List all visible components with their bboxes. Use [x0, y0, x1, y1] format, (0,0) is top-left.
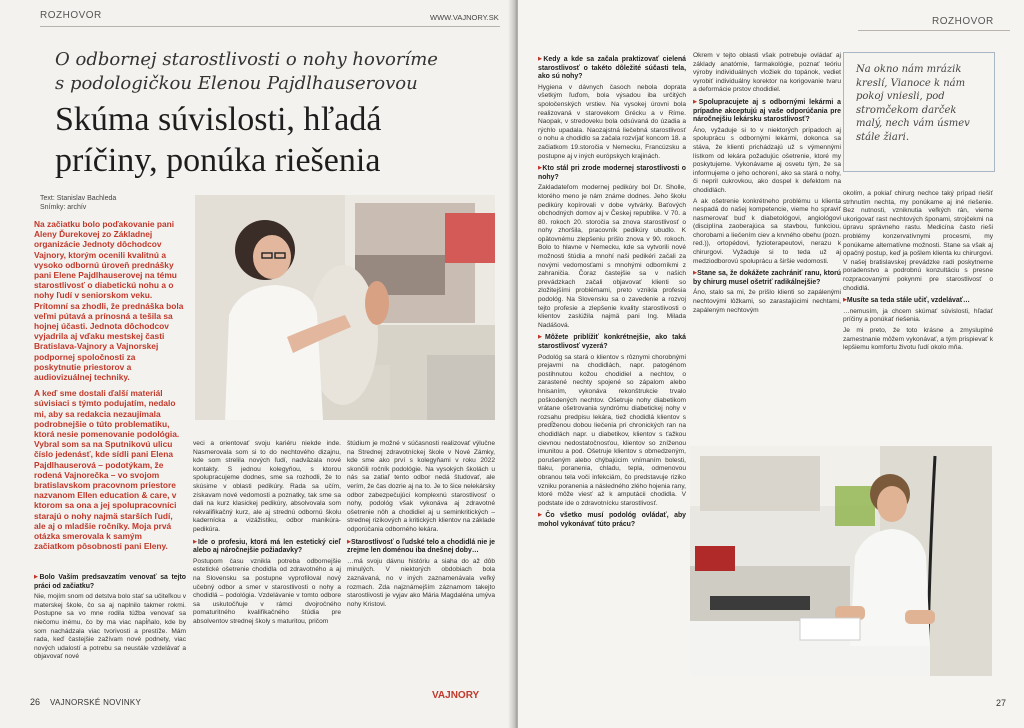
clinic-desk-photo-illustration [690, 446, 992, 676]
answer-paragraph: …má svoju dávnu históriu a siaha do až dôb minulých. V niektorých obdobiach bola zaznávaná, no v iných zaznamenávala veľký rozmach. Zda najznámejším záznamom takejto starostlivosti je vyjav ako Mária Magdaléna umýva nohy Kristovi. [347, 557, 495, 608]
question: ▶ Stane sa, že dokážete zachrániť ranu, ktorú by chirurg musel ošetriť radikálnejšie? [693, 269, 841, 287]
section-label: ROZHOVOR [40, 10, 102, 21]
pull-quote: Na okno nám mrázik kreslí, Vianoce k nám pokoj vniesli, pod stromčekom darček malý, nech vám úsmev stále žiari. [856, 64, 970, 143]
question: ▶ Starostlivosť o ľudské telo a chodidlá nie je zrejme len doménou iba dnešnej doby… [347, 538, 495, 556]
body-column-1 [538, 52, 686, 682]
answer-paragraph: Nie, mojím snom od detstva bolo stať sa učiteľkou v materskej škole, čo sa aj naplnilo takmer rokmi. Postupne sa vo mne rodila túžba venovať sa niečomu inému, čo by ma viac napĺňalo, kde by som nachádzala viac tvorivosti a prestíže. Mám rada, keď častejšie zažívam nové podnety, viac nových udalostí a potrebu sa neustále vzdelávať a objavovať nové [34, 593, 186, 661]
magazine-name: VAJNORSKÉ NOVINKY [50, 698, 142, 707]
answer-paragraph: štúdium je možné v súčasnosti realizovať výlučne na Strednej zdravotníckej škole v Nové Zámky, kde sme ako prví s kolegyňami v roku 2022 skončili ročník podológie. Na vysokých školách u nás sa zatiaľ tento odbor nedá študovať, ale verím, že čas dozrie aj na to. Je to šice nelekársky odbor zabezpečujúci komplexnú starostlivosť o nohy, podológ však vykonáva aj zdravotné ošetrenie nôh a chodidiel aj u seminkritických – strednej rizikových a kritických klientov na základe odporúčania odborného lekára. [347, 440, 495, 533]
lead-paragraph: Na začiatku bolo poďakovanie pani Aleny Ďurekovej zo Základnej organizácie Jednoty dôchodcov Vajnory, ktorým ocenili kvalitnú a vysoko odbornú úroveň prednášky pani Elene Pajdlhauserovej na tému starostlivosť o diabetickú nohu a o nohy ľudí v seniorskom veku. Prítomní sa zhodli, že prednáška bola veľmi pútavá a prínosná a tešila sa hojnej účasti. Jednota dôchodcov vyjadrila aj vďaku mestskej časti Bratislava-Vajnory a Vajnorskej podpornej spoločnosti za poskytnutie priestorov a audiovizuálnej techniky. [34, 219, 184, 383]
body-column-3 [843, 190, 993, 440]
answer-paragraph: veci a orientovať svoju kariéru niekde inde. Nasmerovala som si to do nechtového dizajnu, kde som strelila nových ľudí, nadväzala nové kontakty. S jednou kolegyňou, s ktorou spolupracujeme dodnes, sme sa rozhodli, že to skúsime v oblasti pedikúry. Rada sa učím, získavam nové vedomosti a poznatky, tak sme sa dali na kurz klasickej pedikúry, absolvovala som rekvalifikačný kurz, ale aj strednú odbornú školu kadernícka a vizážistiku, odbor manikúra-pedikúra. [193, 440, 341, 533]
website-link[interactable]: WWW.VAJNORY.SK [430, 13, 499, 22]
question: ▶ Spolupracujete aj s odbornými lekármi a prípadne akceptujú aj vaše odporúčania pre náročnejšiu lekársku starostlivosť? [693, 98, 841, 125]
question: ▶ Kedy a kde sa začala praktizovať cielená starostlivosť o takéto dôležité súčasti tela, ako sú nohy? [538, 55, 686, 82]
podiatrist-photo [195, 195, 495, 420]
body-column-2 [193, 440, 341, 682]
question: ▶ Musíte sa teda stále učiť, vzdelávať… [843, 296, 993, 306]
header-rule [858, 30, 1010, 31]
clinic-desk-photo [690, 446, 992, 676]
answer-paragraph: …nemusím, ja chcem skúmať súvislosti, hľadať príčiny a ponúkať riešenia. [843, 307, 993, 324]
headline-line-1: Skúma súvislosti, hľadá [55, 101, 382, 138]
credit-photo: Snímky: archív [40, 204, 87, 211]
answer-paragraph: A ak ošetrenie konkrétneho problému u klienta nespadá do našej kompetencie, vieme ho spraviť nasmerovať buď k diabetológovi, angiológovi (disciplína zaoberajúca sa stavbou, funkciou, chorobami a liečením ciev a krvného obehu (pozn. red.)), ortopédovi, fyzioterapeutovi, nerazu k chirurgovi. Vyžaduje si to teda už aj medziodborovú spoluprácu a širšie vedomosti. [693, 197, 841, 265]
answer-paragraph: Áno, vyžaduje si to v niektorých prípadoch aj spoluprácu s odbornými lekármi, dokonca sa stáva, že klienti prichádzajú už s výmennými lístkom od lekára požadujúc ošetrenie, ktoré my poskytujeme. Vykonávame aj osvetu tým, že sa informujeme o jeho ochorení, ako sa stará o nohy, či nepril cukrovkou, ako dospel k defektom na chodidlách. [693, 126, 841, 194]
pull-quote-box [843, 52, 995, 172]
right-page [518, 0, 1024, 728]
question: ▶ Ide o profesiu, ktorá má len estetický cieľ alebo aj náročnejšie požiadavky? [193, 538, 341, 556]
answer-paragraph: Je mi preto, že toto krásne a zmysluplné zamestnanie môžem vykonávať, a tým prispievať k lepšiemu komfortu životu ľudí okolo mňa. [843, 326, 993, 352]
answer-paragraph: Hygiena v dávnych časoch nebola doprata všetkým ľuďom, bola výsadou iba určitých spoločenských vrstiev. Na vysokej úrovni bola realizovaná v starovekom Grécku a v Ríme. Naopak, v stredoveku bola odsúvaná do úzadia a rýchlo upadala. Naozajstná liečebná starostlivosť o nohu a chodidlo sa začala rozvíjať koncom 18. a začiatkom 19.storočia v Nemecku, Francúzsku a postupne aj v iných európskych krajinách. [538, 83, 686, 160]
answer-paragraph: Áno, stalo sa mi, že prišlo klienti so zapálenými nechtovými lôžkami, so zarastajúcimi nechtami, zapáleným nechtovým [693, 289, 841, 314]
credit-text: Text: Stanislav Bachleda [40, 195, 117, 202]
body-column-2 [693, 52, 841, 445]
question: ▶ Bolo Vaším predsavzatím venovať sa tejto práci od začiatku? [34, 573, 186, 591]
body-column-3 [347, 440, 495, 682]
lead-paragraph-2: A keď sme dostali ďalší materiál súvisiaci s týmto podujatím, nedalo mi, aby sa redakcia nezaujímala podrobnejšie o túto problematiku, ktorá nesie pomenovanie podológia. Vybral som sa na Sputnikovú ulicu číslo jedenásť, kde sídli pani Elena Pajdlhauserová – podotýkam, že rodená Vajnorečka – vo svojom bratislavskom pracovnom priestore nazvanom Ellen education & care, v ktorom sa ona a jej spolupracovníci starajú o nohy najmä starších ľudí, ale aj o mladšie ročníky. Moja prvá otázka smerovala k samým začiatkom pôsobnosti pani Eleny. [34, 388, 180, 552]
page-number: 27 [996, 698, 1007, 708]
question: ▶ Čo všetko musí podológ ovládať, aby mohol vykonávať túto prácu? [538, 511, 686, 529]
answer-paragraph: Podológ sa stará o klientov s rôznymi chorobnými prejavmi na chodidlách, napr. patogénom postihnutou kožou chodidiel a nechtov, o zarastené nechty spojené so zápalom alebo hnisaním, vykonáva rekonštrukcie trvalo poškodených nechtov. Ošetruje nohy diabetikom vrátane ošetrovania syndrómu diabetickej nohy v rozsahu predpisu lekára, tiež chodidlá klientov s predĺženou dobou liečenia pri chronických ran na chodidlách napr. u diabetikov, klientov s ťažkou cievnou nedostatočnosťou, klientov so zníženou imunitou a pod. Ošetruje klientov s obmedzeným, porušeným alebo chýbajúcim vnímaním bolesti, tlaku, poranenia, chladu, tepla, odmenovou obranou tela voči infekciám, čo predstavuje riziko vzniku poranenia a následného zlého hojenia rany, ktoré môže viesť až k amputácii chodidla. V podstate ide o zdravotnícku starostlivosť. [538, 353, 686, 507]
podiatrist-photo-illustration [195, 195, 495, 420]
article-subtitle-line-2: s podologičkou Elenou Pajdlhauserovou [55, 73, 418, 94]
answer-paragraph: okolím, a pokiaľ chirurg nechce taký prípad riešiť strhnutím nechta, my ponúkame aj iné riešenie. Bez nutnosti, vzniknutia veľkých rán, vieme ukorigovať rast nechtových šponami, strojčekmi na úpravu správneho rastu. Medicína často rieši problémy konzervatívnymi procesmi, my ponúkame alternatívne možnosti. Stane sa však aj opačný postup, keď ja pošlem klienta ku chirurgovi. V našej bratislavskej prevádzke radi poskytneme poradenstvo a podrobnú konzultáciu s presne rozpracovanými pokynmi pre starostlivosť o chodidlá. [843, 190, 993, 292]
vajnory-logo: VAJNORY [432, 690, 480, 701]
article-subtitle-line-1: O odbornej starostlivosti o nohy hovoríme [55, 49, 438, 70]
question: ▶ Kto stál pri zrode modernej starostlivosti o nohy? [538, 164, 686, 182]
section-label: ROZHOVOR [932, 16, 994, 27]
question: ▶ Môžete priblížiť konkrétnejšie, ako taká starostlivosť vyzerá? [538, 333, 686, 351]
answer-paragraph: Zakladateľom modernej pedikúry bol Dr. Sholle, ktorého meno je nám známe dodnes. Jeho školu pedikúry kopírovali v dobe vytvárky. Baťových obchodných domov aj v Českej republike. V 70. a 80. rokoch 20. storočia sa znova starostlivosť o nohy zhoršila, pracovník pedikúry ubudlo. K opätovnému zlepšeniu prišlo znova v 90. rokoch. Bolo to hlavne v Nemecku, kde sa vytvorili nové možnosti štúdia a mnohí naši pedikéri začali za novými vedomosťami s mnohými odborníkmi z zahraničia. Čoraz častejšie sa v našich prevádzkach začali objavovať klienti so zložitejšími problémami, preto vznikla profesia podológ. Na Slovensku sa o zavedenie a rozvoj tejto profesie a zlepšenie kvality starostlivosti o klientov zaslúžila najmä pani Ing. Milada Nadášová. [538, 184, 686, 329]
body-column-1 [34, 570, 186, 680]
answer-paragraph: Postupom času vznikla potreba odbornejšie estetické ošetrenie chodidla od zdravotného a aj na Slovensku sa postupne vyprofiloval nový učebný odbor a smer v starostlivosti o nohy a chodidlá – podológia. Vzdelávanie v tomto odbore sa uskutočňuje v rámci dvojročného pomaturitného kvalifikačného štúdia pre absolventov strednej školy s maturitou, pričom [193, 557, 341, 625]
header-rule [40, 26, 500, 27]
headline-line-2: príčiny, ponúka riešenia [55, 142, 381, 179]
answer-paragraph: Okrem v tejto oblasti však potrebuje ovládať aj základy anatómie, farmakológie, poznať teóriu výroby individuálnych vložiek do topánok, vediet vyrobiť individuálny korektor na korigovanie tvaru a deformácie prstov chodidiel. [693, 52, 841, 94]
page-number: 26 [30, 697, 41, 707]
